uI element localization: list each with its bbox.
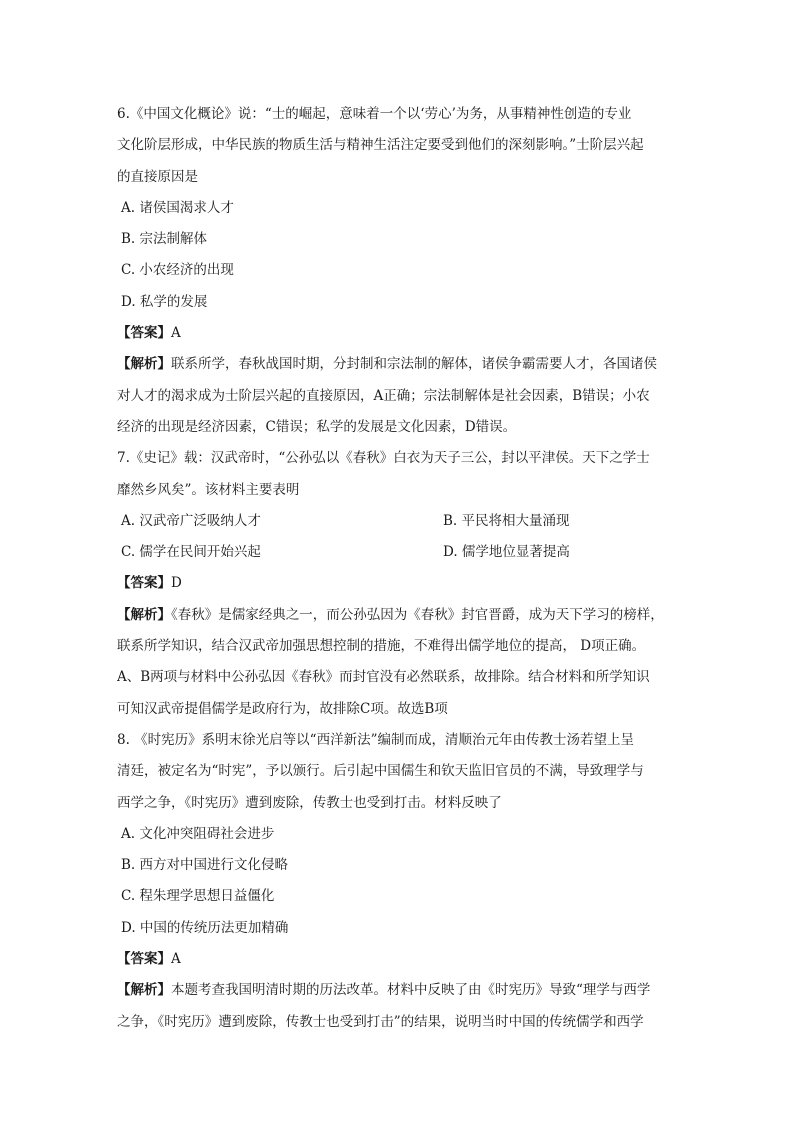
answer-option: C. 小农经济的出现 (121, 262, 234, 279)
answer-option: B. 西方对中国进行文化侵略 (121, 857, 289, 874)
section-text: 《春秋》是儒家经典之一，而公孙弘因为《春秋》封官晋爵，成为天下学习的榜样， (171, 606, 664, 623)
section-text: A (171, 325, 181, 342)
section-tag: 【答案】 (117, 575, 171, 592)
answer-line (117, 568, 680, 599)
answer-option: C. 程朱理学思想日益僵化 (121, 888, 275, 905)
answer-line (117, 944, 680, 975)
answer-option: A. 文化冲突阻碍社会进步 (121, 825, 275, 842)
section-text: D (171, 575, 182, 592)
text-line: 7.《史记》载：汉武帝时，“公孙弘以《春秋》白衣为天子三公，封以平津侯。天下之学士 (117, 450, 650, 467)
answer-option: C. 儒学在民间开始兴起 (121, 544, 261, 561)
text-line: 可知汉武帝提倡儒学是政府行为，故排除C项。故选B项 (117, 700, 448, 717)
text-line: 6.《中国文化概论》说：“士的崛起，意味着一个以‘劳心’为务，从事精神性创造的专业 (117, 106, 632, 122)
text-line: 的直接原因是 (117, 168, 198, 185)
answer-option: B. 宗法制解体 (121, 231, 208, 248)
section-tag: 【解析】 (117, 356, 171, 373)
text-line: 联系所学知识，结合汉武帝加强思想控制的措施，不难得出儒学地位的提高， D项正确。 (117, 638, 646, 655)
document-page (117, 99, 680, 1038)
text-line: 西学之争，《时宪历》遭到废除，传教士也受到打击。材料反映了 (117, 794, 502, 811)
answer-line (117, 318, 680, 349)
text-line: 对人才的渴求成为士阶层兴起的直接原因，A正确；宗法制解体是社会因素，B错误；小农 (117, 387, 650, 404)
section-tag: 【解析】 (117, 982, 171, 999)
text-line: A、B两项与材料中公孙弘因《春秋》而封官没有必然联系，故排除。结合材料和所学知识 (117, 669, 650, 686)
section-tag: 【答案】 (117, 951, 171, 968)
answer-option: D. 儒学地位显著提高 (443, 544, 570, 561)
answer-option-row (117, 537, 680, 568)
text-line: 之争，《时宪历》遭到废除，传教士也受到打击”的结果，说明当时中国的传统儒学和西学 (117, 1013, 644, 1030)
analysis-line (117, 349, 680, 380)
answer-option: A. 诸侯国渴求人才 (121, 199, 234, 216)
section-tag: 【答案】 (117, 325, 171, 342)
text-line: 文化阶层形成，中华民族的物质生活与精神生活注定要受到他们的深刻影响。”士阶层兴起 (117, 137, 644, 154)
section-tag: 【解析】 (117, 606, 171, 623)
text-line: 清廷，被定名为“时宪”，予以颁行。后引起中国儒生和钦天监旧官员的不满，导致理学与 (117, 763, 644, 780)
answer-option: B. 平民将相大量涌现 (443, 512, 570, 529)
answer-option: D. 私学的发展 (121, 293, 208, 310)
section-text: 本题考查我国明清时期的历法改革。材料中反映了由《时宪历》导致“理学与西学 (171, 982, 651, 999)
analysis-line (117, 975, 680, 1006)
text-line: 经济的出现是经济因素，C错误；私学的发展是文化因素，D错误。 (117, 418, 517, 435)
section-text: 联系所学，春秋战国时期，分封制和宗法制的解体，诸侯争霸需要人才，各国诸侯 (171, 356, 657, 373)
text-line: 靡然乡风矣”。该材料主要表明 (117, 481, 300, 498)
answer-option: D. 中国的传统历法更加精确 (121, 919, 289, 936)
analysis-line (117, 600, 680, 631)
section-text: A (171, 951, 181, 968)
answer-option-row (117, 506, 680, 537)
answer-option: A. 汉武帝广泛吸纳人才 (121, 512, 261, 529)
text-line: 8. 《时宪历》系明末徐光启等以“西洋新法”编制而成，清顺治元年由传教士汤若望上呈 (117, 731, 634, 748)
